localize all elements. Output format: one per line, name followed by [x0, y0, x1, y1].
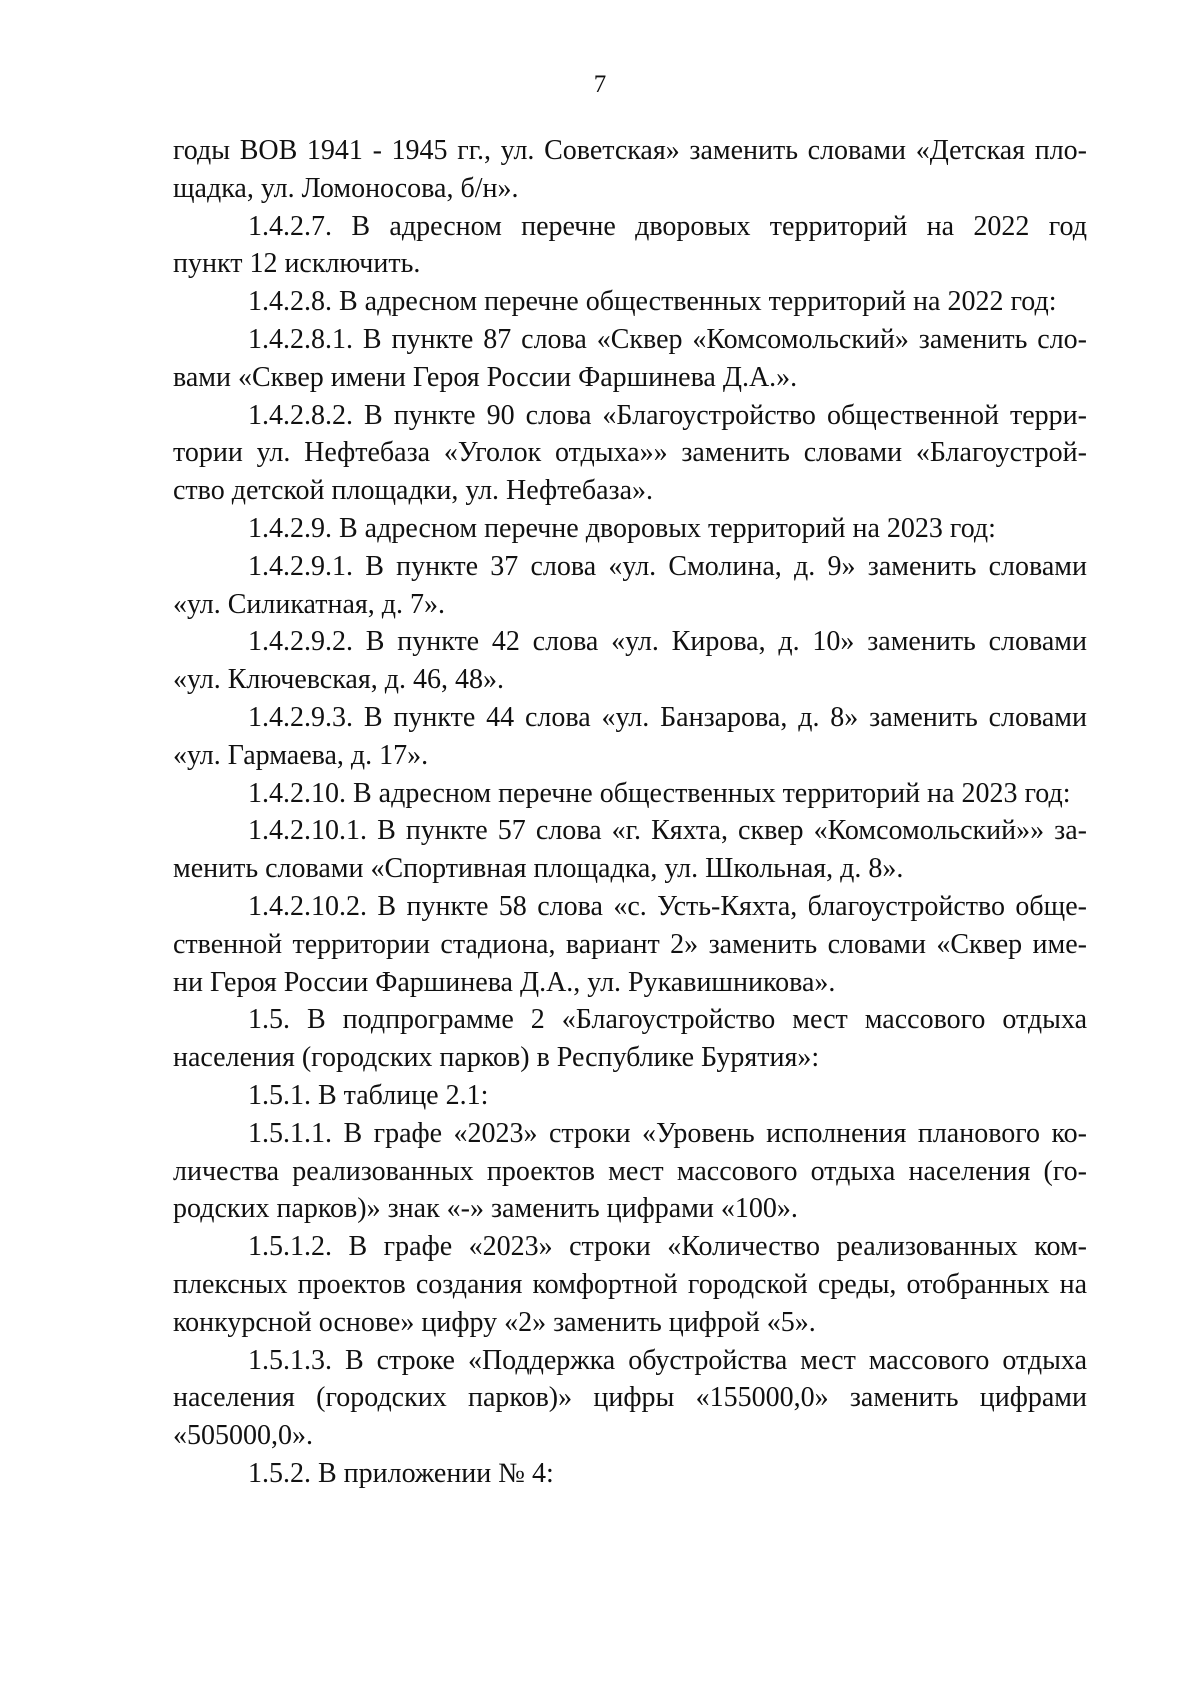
paragraph [173, 888, 1087, 1001]
paragraph [173, 283, 1087, 321]
paragraph-line: личества реализованных проектов мест массового отдыха населения (го- [173, 1155, 1087, 1187]
paragraph [173, 548, 1087, 624]
paragraph-line: годы ВОВ 1941 - 1945 гг., ул. Советская» заменить словами «Детская пло- [173, 135, 1087, 166]
paragraph-line: 1.5.2. В приложении № 4: [248, 1457, 554, 1489]
paragraph-line: 1.4.2.9. В адресном перечне дворовых территорий на 2023 год: [248, 512, 996, 544]
document-body [173, 132, 1087, 1493]
paragraph-line: населения (городских парков)» цифры «155000,0» заменить цифрами [173, 1382, 1087, 1414]
paragraph-line: плексных проектов создания комфортной городской среды, отобранных на [173, 1268, 1087, 1300]
paragraph [173, 699, 1087, 775]
paragraph [173, 510, 1087, 548]
paragraph-line: конкурсной основе» цифру «2» заменить цифрой «5». [173, 1306, 816, 1338]
paragraph-line: 1.4.2.8.1. В пункте 87 слова «Сквер «Комсомольский» заменить сло- [248, 323, 1087, 355]
paragraph [173, 812, 1087, 888]
paragraph-line: «ул. Гармаева, д. 17». [173, 739, 429, 771]
paragraph-line: «ул. Силикатная, д. 7». [173, 588, 446, 620]
paragraph-line: ство детской площадки, ул. Нефтебаза». [173, 475, 654, 507]
paragraph-line: 1.5.1.1. В графе «2023» строки «Уровень исполнения планового ко- [248, 1117, 1087, 1149]
paragraph [173, 623, 1087, 699]
paragraph [173, 208, 1087, 284]
paragraph-line: 1.5. В подпрограмме 2 «Благоустройство мест массового отдыха [248, 1004, 1087, 1036]
paragraph-line: 1.5.1. В таблице 2.1: [248, 1079, 489, 1111]
paragraph [173, 1228, 1087, 1341]
paragraph-line: пункт 12 исключить. [173, 248, 421, 280]
paragraph-line: населения (городских парков) в Республике Бурятия»: [173, 1042, 820, 1074]
paragraph-line: щадка, ул. Ломоносова, б/н». [173, 172, 519, 204]
paragraph-line: 1.4.2.9.3. В пункте 44 слова «ул. Банзарова, д. 8» заменить словами [248, 701, 1087, 733]
page-number: 7 [593, 71, 607, 98]
paragraph-line: ственной территории стадиона, вариант 2» заменить словами «Сквер име- [173, 928, 1087, 960]
paragraph-line: 1.4.2.8.2. В пункте 90 слова «Благоустройство общественной терри- [248, 399, 1087, 431]
paragraph-line: 1.4.2.7. В адресном перечне дворовых территорий на 2022 год [248, 210, 1087, 242]
paragraph-line: 1.5.1.3. В строке «Поддержка обустройства мест массового отдыха [248, 1344, 1087, 1376]
paragraph-line: «ул. Ключевская, д. 46, 48». [173, 664, 504, 696]
paragraph-line: ни Героя России Фаршинева Д.А., ул. Рукавишникова». [173, 966, 836, 998]
paragraph-line: 1.4.2.8. В адресном перечне общественных территорий на 2022 год: [248, 286, 1057, 318]
paragraph [173, 1115, 1087, 1228]
paragraph-line: вами «Сквер имени Героя России Фаршинева Д.А.». [173, 361, 798, 393]
paragraph [173, 1342, 1087, 1455]
paragraph [173, 1455, 1087, 1493]
paragraph-line: 1.4.2.10.2. В пункте 58 слова «с. Усть-Кяхта, благоустройство обще- [248, 890, 1087, 922]
paragraph-line: 1.4.2.10.1. В пункте 57 слова «г. Кяхта, сквер «Комсомольский»» за- [248, 815, 1087, 847]
paragraph-line: менить словами «Спортивная площадка, ул. Школьная, д. 8». [173, 853, 904, 885]
paragraph-line: 1.5.1.2. В графе «2023» строки «Количество реализованных ком- [248, 1231, 1087, 1263]
paragraph-line: 1.4.2.9.2. В пункте 42 слова «ул. Кирова, д. 10» заменить словами [248, 626, 1087, 658]
paragraph-line: 1.4.2.9.1. В пункте 37 слова «ул. Смолина, д. 9» заменить словами [248, 550, 1087, 582]
paragraph-line: родских парков)» знак «-» заменить цифрами «100». [173, 1193, 798, 1225]
paragraph [173, 775, 1087, 813]
paragraph-line: «505000,0». [173, 1420, 313, 1452]
paragraph [173, 1001, 1087, 1077]
paragraph-line: 1.4.2.10. В адресном перечне общественных территорий на 2023 год: [248, 777, 1071, 809]
paragraph [173, 1077, 1087, 1115]
paragraph [173, 397, 1087, 510]
paragraph [173, 321, 1087, 397]
paragraph [173, 132, 1087, 208]
paragraph-line: тории ул. Нефтебаза «Уголок отдыха»» заменить словами «Благоустрой- [173, 437, 1087, 469]
